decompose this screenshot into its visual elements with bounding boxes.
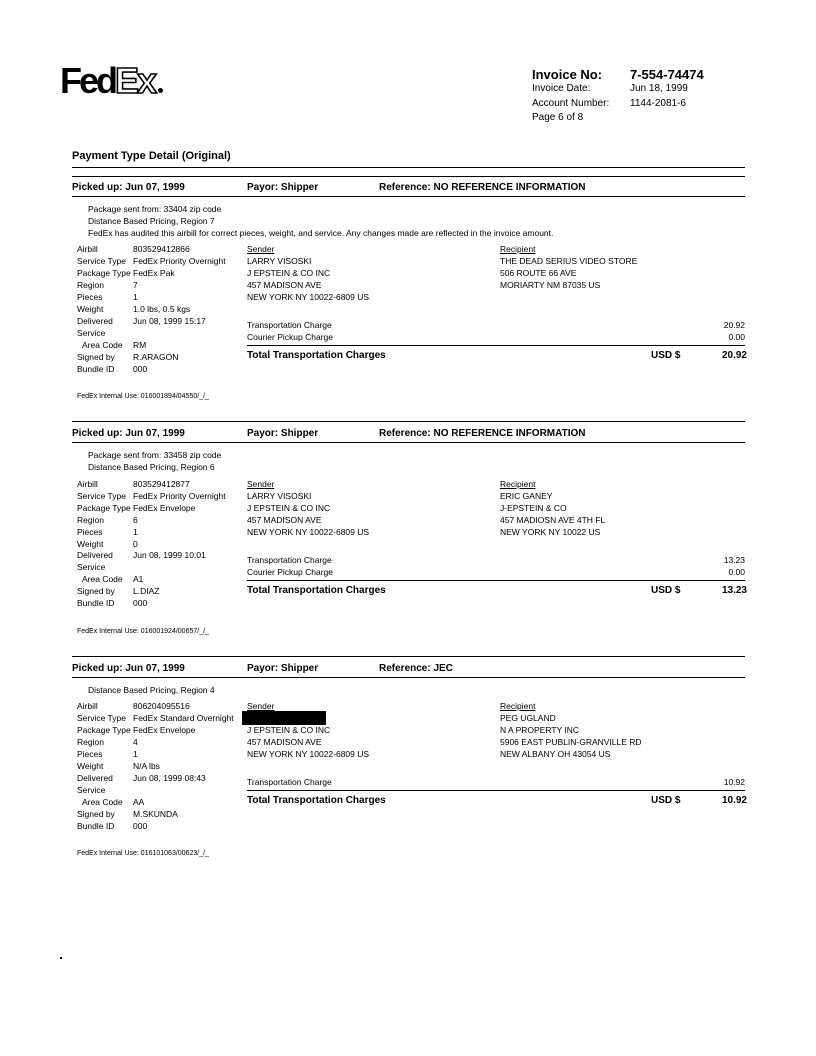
pieces-value: 1 [133, 292, 138, 302]
note: Distance Based Pricing, Region 7 [88, 216, 215, 226]
courier-pickup-amount: 0.00 [728, 567, 745, 577]
sender-line: 457 MADISON AVE [247, 737, 322, 747]
area-code-label: Area Code [82, 797, 123, 807]
total-amount: 10.92 [721, 795, 747, 806]
weight-label: Weight [77, 761, 104, 771]
logo-dot [158, 88, 163, 93]
transportation-charge-amount: 13.23 [723, 555, 745, 565]
signed-by-value: M.SKUNDA [133, 809, 178, 819]
delivered-label: Delivered [77, 773, 113, 783]
recipient-line: 506 ROUTE 66 AVE [500, 268, 577, 278]
area-code-value: A1 [133, 574, 144, 584]
area-code-value: RM [133, 340, 147, 350]
redaction-bar [242, 711, 326, 725]
recipient-line: NEW YORK NY 10022 US [500, 527, 601, 537]
package-type-label: Package Type [77, 503, 131, 513]
internal-use: FedEx Internal Use: 016001894/04550/_/_ [77, 393, 209, 400]
reference: Reference: JEC [379, 663, 453, 674]
shipment-top-rule [72, 176, 745, 177]
sender-line: NEW YORK NY 10022-6809 US [247, 292, 370, 302]
invoice-date-label: Invoice Date: [532, 83, 591, 94]
logo-ex: Ex [115, 60, 156, 101]
service-type-value: FedEx Priority Overnight [133, 256, 226, 266]
package-type-label: Package Type [77, 268, 131, 278]
sender-line: J EPSTEIN & CO INC [247, 725, 331, 735]
region-value: 6 [133, 515, 138, 525]
airbill-label: Airbill [77, 244, 98, 254]
total-rule [247, 790, 745, 791]
bundle-id-label: Bundle ID [77, 598, 115, 608]
weight-value: 1.0 lbs, 0.5 kgs [133, 304, 191, 314]
page-indicator: Page 6 of 8 [532, 112, 584, 123]
package-type-value: FedEx Envelope [133, 725, 196, 735]
picked-up: Picked up: Jun 07, 1999 [72, 428, 185, 439]
total-label: Total Transportation Charges [247, 350, 386, 361]
courier-pickup-amount: 0.00 [728, 332, 745, 342]
delivered-label: Delivered [77, 316, 113, 326]
pieces-value: 1 [133, 527, 138, 537]
invoice-no-label: Invoice No: [532, 67, 603, 82]
region-label: Region [77, 280, 104, 290]
transportation-charge-amount: 20.92 [723, 320, 745, 330]
bundle-id-value: 000 [133, 821, 148, 831]
reference: Reference: NO REFERENCE INFORMATION [379, 182, 586, 193]
pieces-label: Pieces [77, 292, 103, 302]
pieces-label: Pieces [77, 749, 103, 759]
courier-pickup-label: Courier Pickup Charge [247, 567, 333, 577]
sender-line: 457 MADISON AVE [247, 280, 322, 290]
sender-heading: Sender [247, 701, 275, 711]
delivered-label: Delivered [77, 550, 113, 560]
recipient-line: N A PROPERTY INC [500, 725, 580, 735]
page-title: Payment Type Detail (Original) [72, 150, 231, 162]
logo-fed: Fed [60, 60, 116, 101]
service-type-value: FedEx Priority Overnight [133, 491, 226, 501]
note: Package sent from: 33404 zip code [88, 204, 222, 214]
service-label: Service [77, 562, 106, 572]
signed-by-label: Signed by [77, 809, 115, 819]
fedex-logo [60, 60, 163, 102]
recipient-heading: Recipient [500, 244, 536, 254]
region-label: Region [77, 515, 104, 525]
transportation-charge-amount: 10.92 [723, 777, 745, 787]
airbill-label: Airbill [77, 479, 98, 489]
total-amount: 20.92 [721, 350, 747, 361]
bundle-id-label: Bundle ID [77, 821, 115, 831]
airbill-value: 806204095516 [133, 701, 190, 711]
bundle-id-value: 000 [133, 598, 148, 608]
sender-heading: Sender [247, 479, 275, 489]
airbill-value: 803529412866 [133, 244, 190, 254]
package-type-value: FedEx Pak [133, 268, 175, 278]
weight-value: N/A lbs [133, 761, 160, 771]
signed-by-value: L.DIAZ [133, 586, 160, 596]
area-code-value: AA [133, 797, 145, 807]
bundle-id-label: Bundle ID [77, 364, 115, 374]
recipient-line: ERIC GANEY [500, 491, 553, 501]
region-value: 7 [133, 280, 138, 290]
transportation-charge-label: Transportation Charge [247, 555, 332, 565]
delivered-value: Jun 08, 1999 10:01 [133, 550, 206, 560]
weight-value: 0 [133, 539, 138, 549]
recipient-line: J-EPSTEIN & CO [500, 503, 567, 513]
total-label: Total Transportation Charges [247, 585, 386, 596]
recipient-heading: Recipient [500, 701, 536, 711]
payor: Payor: Shipper [247, 428, 319, 439]
signed-by-label: Signed by [77, 586, 115, 596]
area-code-label: Area Code [82, 340, 123, 350]
internal-use: FedEx Internal Use: 016101063/00623/_/_ [77, 850, 209, 857]
internal-use: FedEx Internal Use: 016001924/00657/_/_ [77, 628, 209, 635]
sender-line: LARRY VISOSKI [247, 256, 312, 266]
delivered-value: Jun 08, 1999 15:17 [133, 316, 206, 326]
recipient-heading: Recipient [500, 479, 536, 489]
currency-label: USD $ [651, 350, 681, 361]
package-type-value: FedEx Envelope [133, 503, 196, 513]
transportation-charge-label: Transportation Charge [247, 777, 332, 787]
airbill-value: 803529412877 [133, 479, 190, 489]
currency-label: USD $ [651, 585, 681, 596]
title-rule [72, 167, 745, 168]
total-amount: 13.23 [721, 585, 747, 596]
signed-by-label: Signed by [77, 352, 115, 362]
service-type-label: Service Type [77, 256, 126, 266]
signed-by-value: R.ARAGON [133, 352, 179, 362]
pieces-value: 1 [133, 749, 138, 759]
delivered-value: Jun 08, 1999 08:43 [133, 773, 206, 783]
region-label: Region [77, 737, 104, 747]
pieces-label: Pieces [77, 527, 103, 537]
shipment-header-rule [72, 196, 745, 197]
shipment-header-rule [72, 442, 745, 443]
service-type-label: Service Type [77, 713, 126, 723]
recipient-line: 5906 EAST PUBLIN-GRANVILLE RD [500, 737, 642, 747]
payor: Payor: Shipper [247, 663, 319, 674]
note: Package sent from: 33458 zip code [88, 450, 222, 460]
courier-pickup-label: Courier Pickup Charge [247, 332, 333, 342]
weight-label: Weight [77, 304, 104, 314]
shipment-top-rule [72, 421, 745, 422]
service-type-value: FedEx Standard Overnight [133, 713, 234, 723]
recipient-line: NEW ALBANY OH 43054 US [500, 749, 611, 759]
sender-line: NEW YORK NY 10022-6809 US [247, 749, 370, 759]
service-type-label: Service Type [77, 491, 126, 501]
shipment-header-rule [72, 677, 745, 678]
recipient-line: MORIARTY NM 87035 US [500, 280, 601, 290]
note: FedEx has audited this airbill for correct pieces, weight, and service. Any changes made are reflected in the invoice amount. [88, 228, 554, 238]
scan-speck [60, 957, 62, 959]
service-label: Service [77, 785, 106, 795]
sender-line: 457 MADISON AVE [247, 515, 322, 525]
recipient-line: THE DEAD SERIUS VIDEO STORE [500, 256, 638, 266]
currency-label: USD $ [651, 795, 681, 806]
bundle-id-value: 000 [133, 364, 148, 374]
region-value: 4 [133, 737, 138, 747]
account-number-label: Account Number: [532, 98, 610, 109]
note: Distance Based Pricing, Region 6 [88, 462, 215, 472]
sender-line: J EPSTEIN & CO INC [247, 503, 331, 513]
sender-line: LARRY VISOSKI [247, 491, 312, 501]
sender-line: NEW YORK NY 10022-6809 US [247, 527, 370, 537]
note: Distance Based Pricing, Region 4 [88, 685, 215, 695]
airbill-label: Airbill [77, 701, 98, 711]
invoice-date: Jun 18, 1999 [630, 83, 688, 94]
sender-line: J EPSTEIN & CO INC [247, 268, 331, 278]
transportation-charge-label: Transportation Charge [247, 320, 332, 330]
payor: Payor: Shipper [247, 182, 319, 193]
invoice-no: 7-554-74474 [630, 67, 704, 82]
sender-heading: Sender [247, 244, 275, 254]
service-label: Service [77, 328, 106, 338]
account-number: 1144-2081-6 [630, 98, 686, 109]
reference: Reference: NO REFERENCE INFORMATION [379, 428, 586, 439]
area-code-label: Area Code [82, 574, 123, 584]
total-rule [247, 345, 745, 346]
picked-up: Picked up: Jun 07, 1999 [72, 663, 185, 674]
total-label: Total Transportation Charges [247, 795, 386, 806]
recipient-line: PEG UGLAND [500, 713, 556, 723]
shipment-top-rule [72, 656, 745, 657]
package-type-label: Package Type [77, 725, 131, 735]
weight-label: Weight [77, 539, 104, 549]
recipient-line: 457 MADIOSN AVE 4TH FL [500, 515, 606, 525]
total-rule [247, 580, 745, 581]
picked-up: Picked up: Jun 07, 1999 [72, 182, 185, 193]
